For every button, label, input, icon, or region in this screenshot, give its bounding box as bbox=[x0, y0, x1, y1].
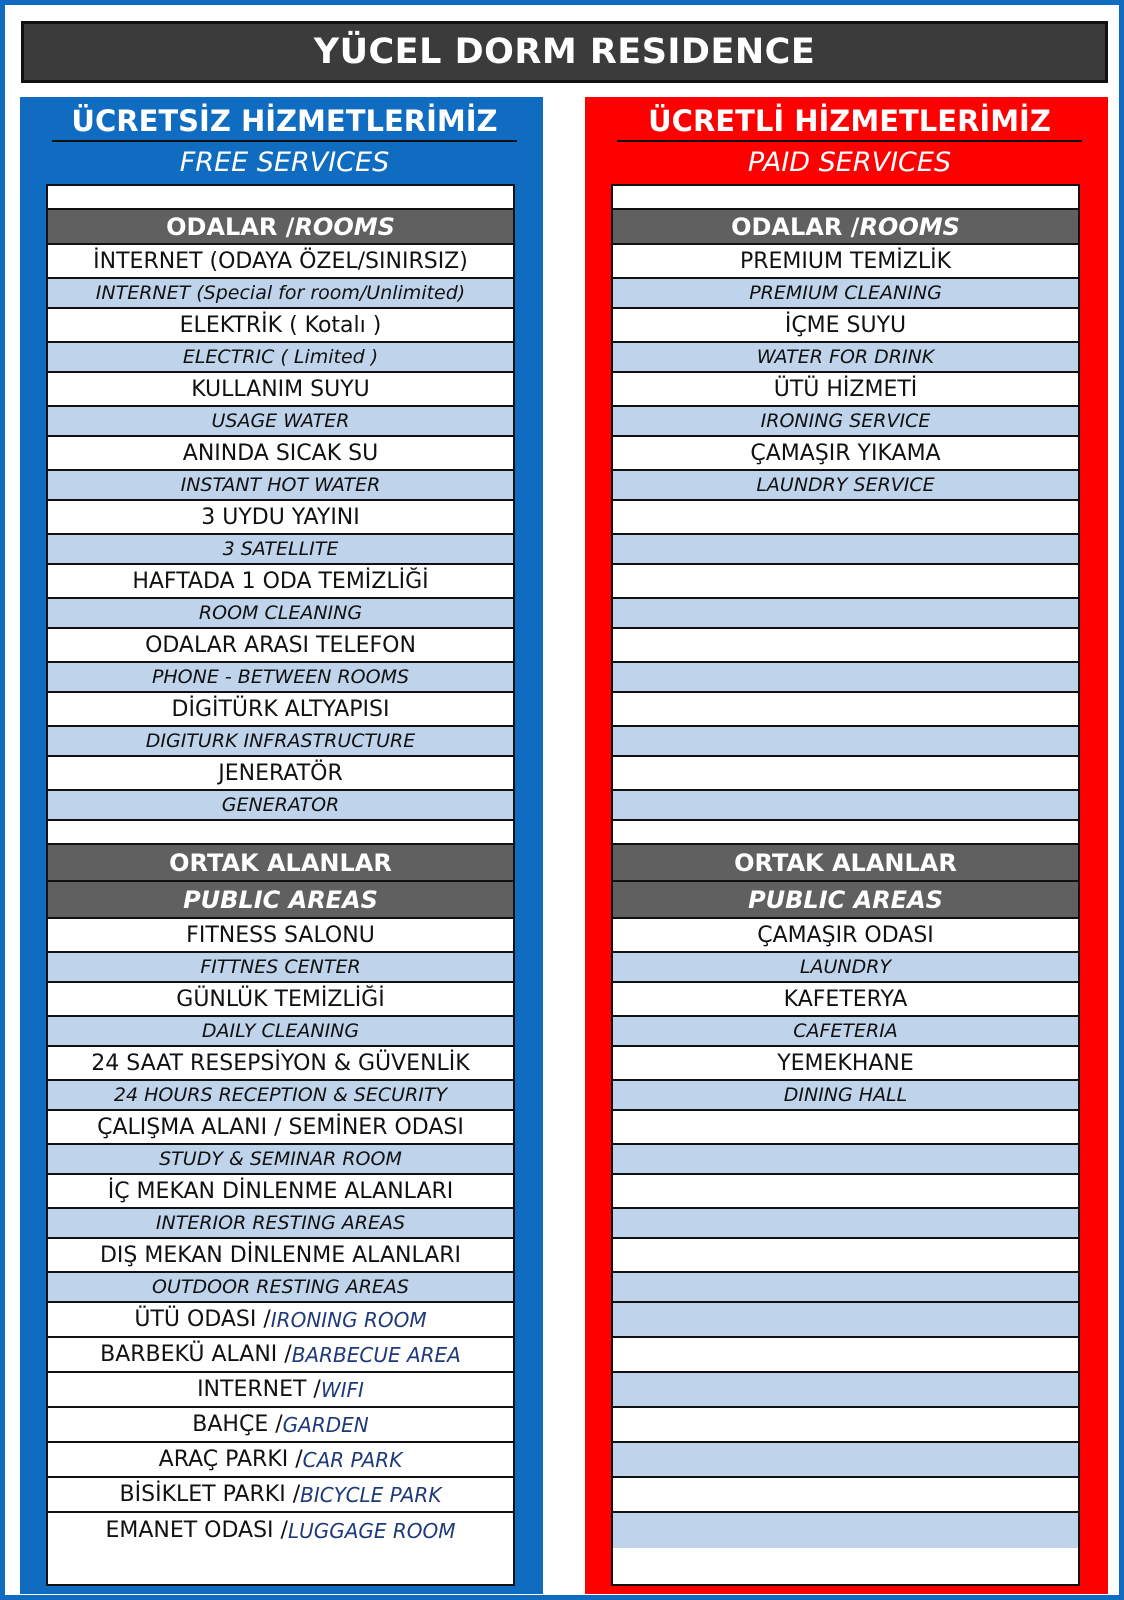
empty-row bbox=[613, 1478, 1078, 1513]
empty-row bbox=[613, 1443, 1078, 1478]
rooms-header-tr: ODALAR / bbox=[166, 212, 295, 241]
room-item-tr bbox=[613, 693, 1078, 727]
spacer-row bbox=[48, 186, 513, 210]
public-item bbox=[48, 1513, 513, 1548]
empty-row bbox=[613, 1373, 1078, 1408]
free-panel-subheading: FREE SERVICES bbox=[179, 146, 390, 178]
room-item-en: PHONE - BETWEEN ROOMS bbox=[48, 663, 513, 693]
paid-services-table bbox=[611, 184, 1080, 1586]
public-header-en: PUBLIC AREAS bbox=[613, 882, 1078, 919]
public-item-tr: EMANET ODASI / bbox=[105, 1518, 288, 1543]
room-item-en: DIGITURK INFRASTRUCTURE bbox=[48, 727, 513, 757]
public-item-en: WIFI bbox=[320, 1377, 364, 1402]
room-item-en: INSTANT HOT WATER bbox=[48, 471, 513, 501]
public-item-tr: INTERNET / bbox=[197, 1377, 321, 1402]
room-item-tr: JENERATÖR bbox=[48, 757, 513, 791]
page-title: YÜCEL DORM RESIDENCE bbox=[21, 21, 1108, 83]
room-item-tr bbox=[613, 501, 1078, 535]
room-item-en: INTERNET (Special for room/Unlimited) bbox=[48, 279, 513, 309]
public-item-tr: BAHÇE / bbox=[192, 1412, 283, 1437]
room-item-tr: ÇAMAŞIR YIKAMA bbox=[613, 437, 1078, 471]
public-item-en bbox=[613, 1209, 1078, 1239]
room-item-en: GENERATOR bbox=[48, 791, 513, 821]
room-item-tr bbox=[613, 565, 1078, 599]
public-item bbox=[48, 1408, 513, 1443]
free-services-table bbox=[46, 184, 515, 1586]
public-item-en: 24 HOURS RECEPTION & SECURITY bbox=[48, 1081, 513, 1111]
empty-row bbox=[613, 1338, 1078, 1373]
room-item-tr: DİGİTÜRK ALTYAPISI bbox=[48, 693, 513, 727]
public-header-tr: ORTAK ALANLAR bbox=[613, 845, 1078, 882]
public-item-tr: ÇAMAŞIR ODASI bbox=[613, 919, 1078, 953]
public-item-en: LAUNDRY bbox=[613, 953, 1078, 983]
room-item-tr: İNTERNET (ODAYA ÖZEL/SINIRSIZ) bbox=[48, 245, 513, 279]
public-item-tr bbox=[613, 1111, 1078, 1145]
room-item-en: IRONING SERVICE bbox=[613, 407, 1078, 437]
room-item-tr: PREMIUM TEMİZLİK bbox=[613, 245, 1078, 279]
room-item-tr: ANINDA SICAK SU bbox=[48, 437, 513, 471]
paid-panel-subheading: PAID SERVICES bbox=[747, 146, 952, 178]
room-item-en: 3 SATELLITE bbox=[48, 535, 513, 565]
public-item-tr: FITNESS SALONU bbox=[48, 919, 513, 953]
public-item-en: LUGGAGE ROOM bbox=[287, 1518, 456, 1543]
public-item-en: DAILY CLEANING bbox=[48, 1017, 513, 1047]
rooms-header-en: ROOMS bbox=[294, 212, 395, 241]
public-item-en bbox=[613, 1273, 1078, 1303]
public-item-tr: 24 SAAT RESEPSİYON & GÜVENLİK bbox=[48, 1047, 513, 1081]
empty-row bbox=[613, 1513, 1078, 1548]
room-item-tr: İÇME SUYU bbox=[613, 309, 1078, 343]
rooms-header-en: ROOMS bbox=[859, 212, 960, 241]
public-item bbox=[48, 1443, 513, 1478]
room-item-tr: ÜTÜ HİZMETİ bbox=[613, 373, 1078, 407]
room-item-tr: ODALAR ARASI TELEFON bbox=[48, 629, 513, 663]
public-item-en: OUTDOOR RESTING AREAS bbox=[48, 1273, 513, 1303]
public-item-tr: İÇ MEKAN DİNLENME ALANLARI bbox=[48, 1175, 513, 1209]
room-item-tr bbox=[613, 629, 1078, 663]
public-item-tr bbox=[613, 1239, 1078, 1273]
public-item-tr: ÜTÜ ODASI / bbox=[134, 1307, 271, 1332]
room-item-en: PREMIUM CLEANING bbox=[613, 279, 1078, 309]
public-item-en: FITTNES CENTER bbox=[48, 953, 513, 983]
room-item-en: ROOM CLEANING bbox=[48, 599, 513, 629]
public-item bbox=[48, 1338, 513, 1373]
public-item-tr: ÇALIŞMA ALANI / SEMİNER ODASI bbox=[48, 1111, 513, 1145]
public-item-en: CAR PARK bbox=[302, 1447, 403, 1472]
public-item-en: IRONING ROOM bbox=[270, 1307, 427, 1332]
public-item-tr: GÜNLÜK TEMİZLİĞİ bbox=[48, 983, 513, 1017]
rooms-header bbox=[48, 210, 513, 245]
paid-services-panel bbox=[585, 97, 1108, 1594]
spacer-row bbox=[48, 821, 513, 845]
free-panel-heading: ÜCRETSİZ HİZMETLERİMİZ bbox=[52, 102, 517, 142]
public-item bbox=[48, 1303, 513, 1338]
empty-row bbox=[613, 1408, 1078, 1443]
rooms-header-tr: ODALAR / bbox=[731, 212, 860, 241]
spacer-row bbox=[613, 821, 1078, 845]
room-item-en: USAGE WATER bbox=[48, 407, 513, 437]
room-item-en bbox=[613, 663, 1078, 693]
room-item-tr: 3 UYDU YAYINI bbox=[48, 501, 513, 535]
public-item-en: STUDY & SEMINAR ROOM bbox=[48, 1145, 513, 1175]
public-header-en: PUBLIC AREAS bbox=[48, 882, 513, 919]
public-item-en: BARBECUE AREA bbox=[291, 1342, 461, 1367]
room-item-tr: ELEKTRİK ( Kotalı ) bbox=[48, 309, 513, 343]
room-item-tr: KULLANIM SUYU bbox=[48, 373, 513, 407]
room-item-en bbox=[613, 599, 1078, 629]
room-item-en: ELECTRIC ( Limited ) bbox=[48, 343, 513, 373]
free-services-panel bbox=[20, 97, 543, 1594]
room-item-en: LAUNDRY SERVICE bbox=[613, 471, 1078, 501]
public-item-en: INTERIOR RESTING AREAS bbox=[48, 1209, 513, 1239]
public-item bbox=[48, 1478, 513, 1513]
room-item-en bbox=[613, 535, 1078, 565]
public-item-tr: YEMEKHANE bbox=[613, 1047, 1078, 1081]
public-item-tr: DIŞ MEKAN DİNLENME ALANLARI bbox=[48, 1239, 513, 1273]
public-item-en bbox=[613, 1145, 1078, 1175]
room-item-en bbox=[613, 791, 1078, 821]
public-item-tr: BARBEKÜ ALANI / bbox=[100, 1342, 292, 1367]
room-item-en: WATER FOR DRINK bbox=[613, 343, 1078, 373]
room-item-tr: HAFTADA 1 ODA TEMİZLİĞİ bbox=[48, 565, 513, 599]
room-item-tr bbox=[613, 757, 1078, 791]
public-item-tr bbox=[613, 1175, 1078, 1209]
empty-row bbox=[613, 1303, 1078, 1338]
rooms-header bbox=[613, 210, 1078, 245]
public-item-tr: ARAÇ PARKI / bbox=[158, 1447, 303, 1472]
public-item-en: BICYCLE PARK bbox=[300, 1482, 442, 1507]
public-item-en: GARDEN bbox=[282, 1412, 369, 1437]
paid-panel-heading: ÜCRETLİ HİZMETLERİMİZ bbox=[617, 102, 1082, 142]
spacer-row bbox=[613, 186, 1078, 210]
public-item-tr: BİSİKLET PARKI / bbox=[119, 1482, 301, 1507]
public-item-tr: KAFETERYA bbox=[613, 983, 1078, 1017]
public-item-en: CAFETERIA bbox=[613, 1017, 1078, 1047]
room-item-en bbox=[613, 727, 1078, 757]
public-item-en: DINING HALL bbox=[613, 1081, 1078, 1111]
public-item bbox=[48, 1373, 513, 1408]
public-header-tr: ORTAK ALANLAR bbox=[48, 845, 513, 882]
